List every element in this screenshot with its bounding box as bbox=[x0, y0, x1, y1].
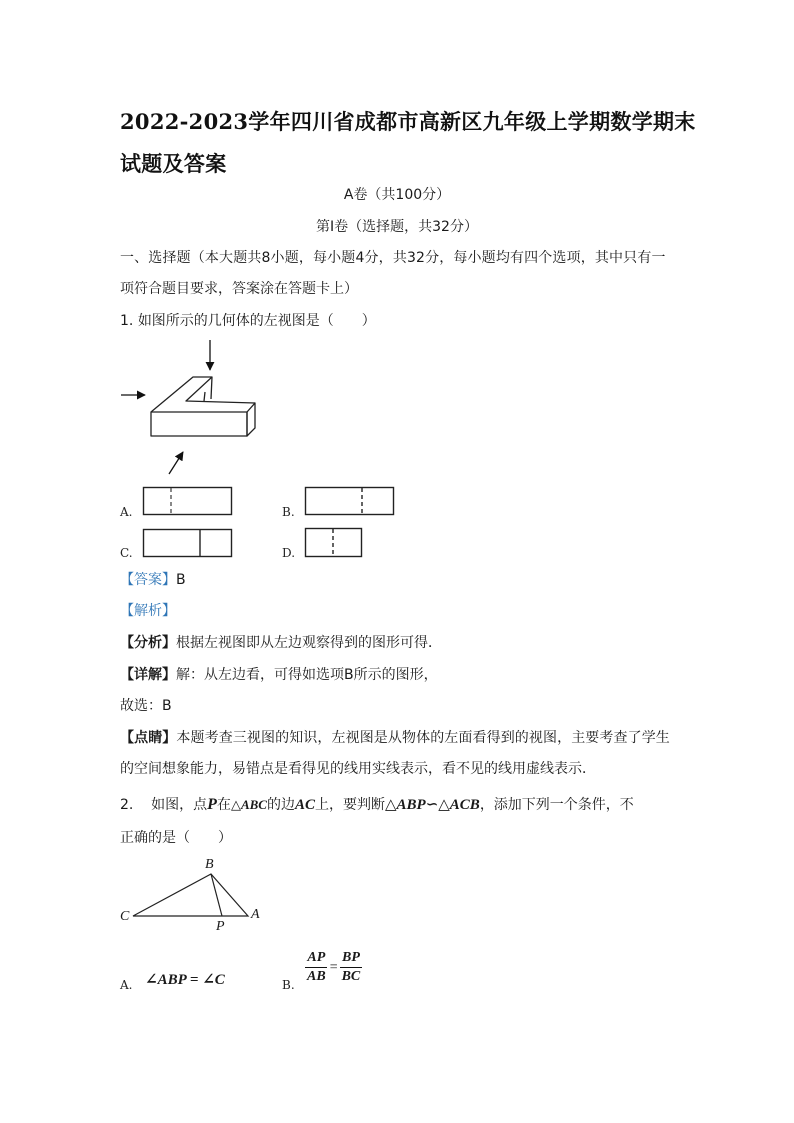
fenxi-text: 根据左视图即从左边观察得到的图形可得． bbox=[176, 635, 442, 651]
q2-option-a-math: ∠ABP = ∠C bbox=[145, 972, 225, 988]
answer-value: B bbox=[176, 572, 186, 588]
question-number: 2. bbox=[120, 797, 134, 813]
point-p: P bbox=[207, 796, 217, 813]
fraction-bp-bc bbox=[340, 950, 363, 985]
q2-option-b-label: B. bbox=[282, 978, 295, 992]
option-d-label: D. bbox=[282, 546, 296, 560]
section-heading-line1: 一、选择题（本大题共8小题，每小题4分，共32分，每小题均有四个选项，其中只有一 bbox=[120, 250, 666, 266]
conclusion-line: 故选：B bbox=[120, 698, 172, 714]
document-title-line1: 2022-2023学年四川省成都市高新区九年级上学期数学期末 bbox=[120, 109, 696, 134]
label-c: C bbox=[120, 909, 130, 924]
question-text: 如图所示的几何体的左视图是（ ） bbox=[137, 313, 376, 329]
part-one-heading: 第Ⅰ卷（选择题，共32分） bbox=[316, 219, 478, 235]
fenxi-tag: 【分析】 bbox=[120, 635, 176, 651]
stem-text: ，添加下列一个条件，不 bbox=[479, 797, 634, 813]
document-title-line2: 试题及答案 bbox=[120, 151, 227, 176]
option-b-label: B. bbox=[282, 505, 295, 519]
xiangjie-tag: 【详解】 bbox=[120, 667, 176, 683]
equals-sign: = bbox=[329, 959, 338, 975]
label-p: P bbox=[216, 919, 225, 934]
q2-option-b-math bbox=[305, 950, 362, 985]
answer-tag: 【答案】 bbox=[120, 572, 176, 588]
dianjing-text: 本题考查三视图的知识，左视图是从物体的左面看得到的视图，主要考查了学生 bbox=[176, 730, 670, 746]
similarity-statement: △ABP∽△ACB bbox=[384, 797, 480, 813]
label-a: A bbox=[251, 907, 260, 922]
stem-text: 如图，点 bbox=[151, 797, 208, 813]
denominator: AB bbox=[307, 969, 326, 984]
dianjing-tag: 【点睛】 bbox=[120, 730, 177, 746]
q2-option-a-label: A. bbox=[120, 978, 133, 992]
option-c-label: C. bbox=[120, 546, 133, 560]
xiangjie-text: 解：从左边看，可得如选项B所示的图形， bbox=[176, 667, 438, 683]
stem-text: 的边 bbox=[266, 797, 295, 813]
dianjing-line2: 的空间想象能力，易错点是看得见的线用实线表示，看不见的线用虚线表示． bbox=[120, 761, 596, 777]
question-number: 1. bbox=[120, 313, 134, 329]
fraction-ap-ab bbox=[305, 950, 328, 985]
stem-text: 在 bbox=[216, 797, 231, 813]
triangle-abc: △ABC bbox=[230, 797, 267, 812]
analysis-tag: 【解析】 bbox=[120, 603, 176, 619]
numerator: BP bbox=[340, 950, 362, 968]
question-2-stem-line2: 正确的是（ ） bbox=[120, 830, 232, 846]
volume-a-heading: A卷（共100分） bbox=[343, 187, 451, 203]
denominator: BC bbox=[341, 969, 361, 984]
label-b: B bbox=[205, 857, 214, 872]
stem-text: 上，要判断 bbox=[314, 797, 385, 813]
option-a-label: A. bbox=[120, 505, 133, 519]
side-ac: AC bbox=[294, 797, 315, 813]
numerator: AP bbox=[305, 950, 327, 968]
section-heading-line2: 项符合题目要求，答案涂在答题卡上） bbox=[120, 281, 358, 297]
